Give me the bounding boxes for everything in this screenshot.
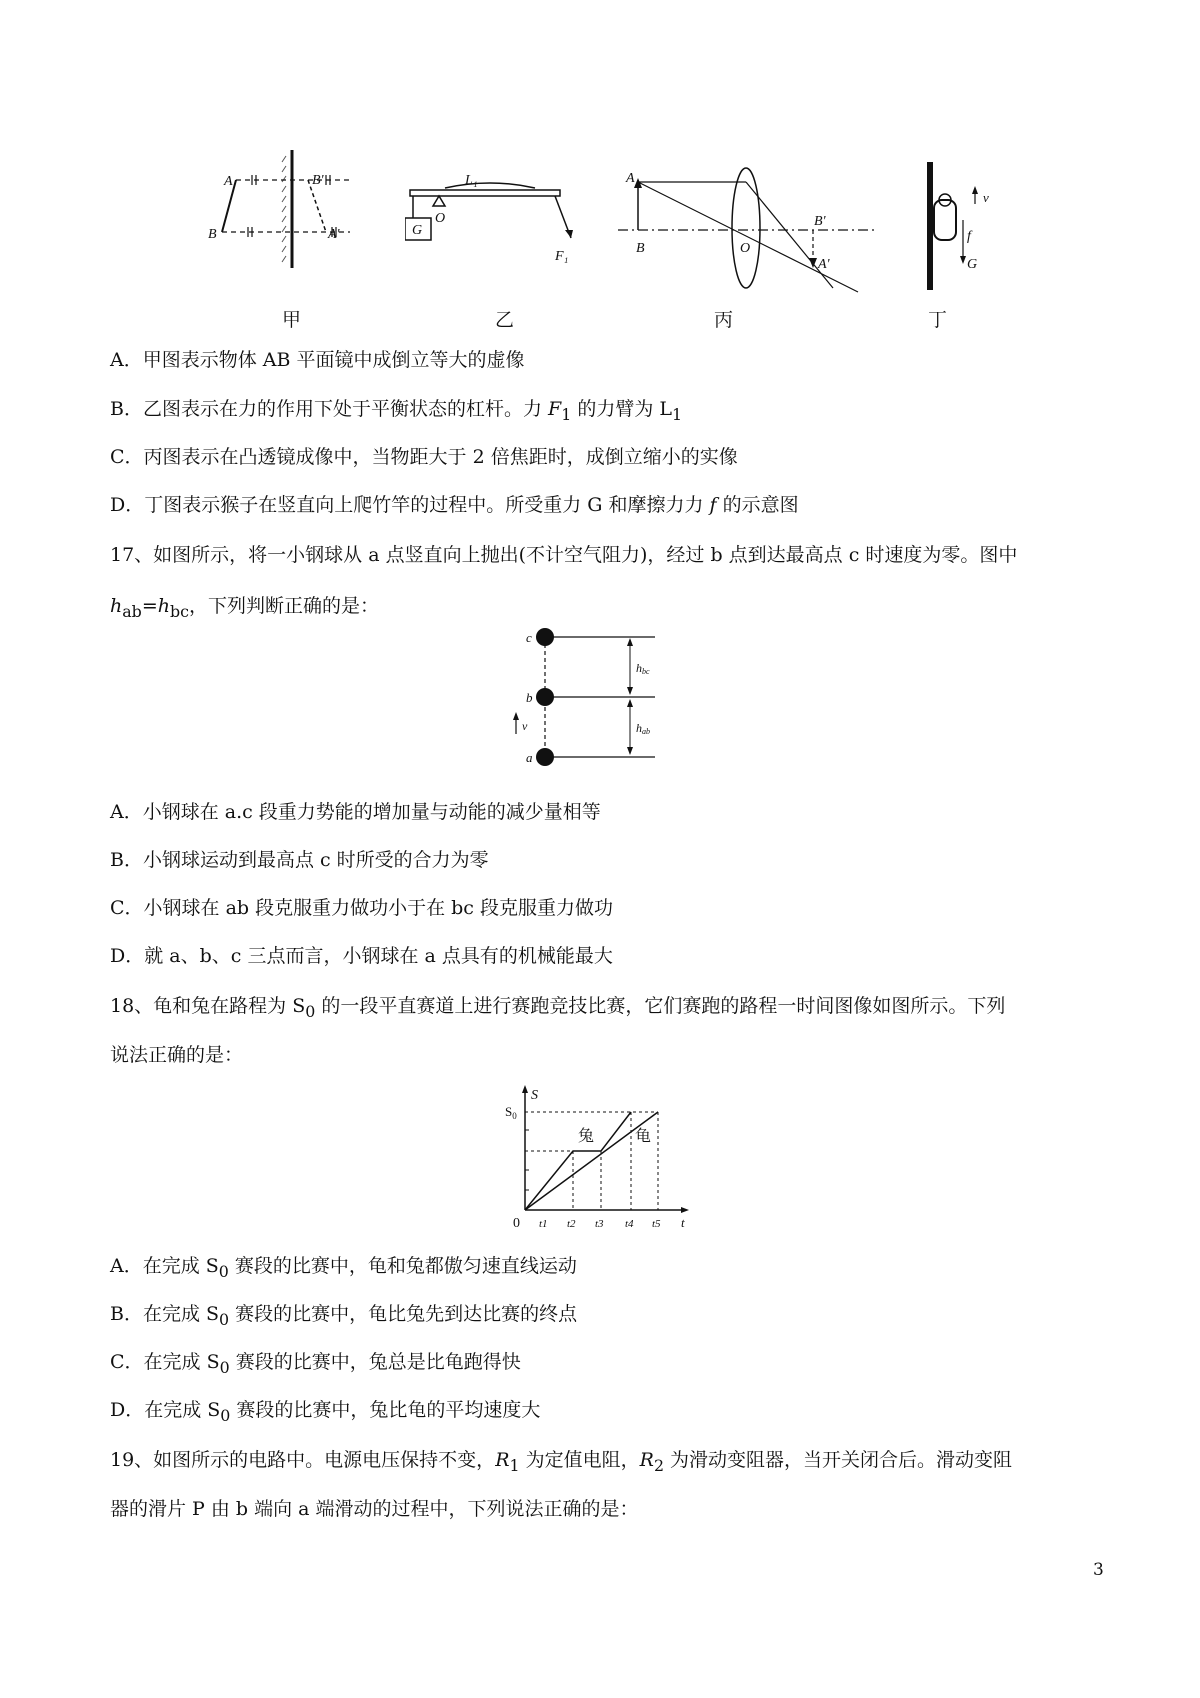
figure-ding-monkey-pole bbox=[915, 160, 1005, 295]
label-b: B bbox=[636, 241, 645, 256]
q18-option-b: B．在完成 $S_0$ 赛段的比赛中，龟比兔先到达比赛的终点 bbox=[110, 1303, 578, 1329]
label-c: c bbox=[526, 630, 532, 645]
q16-option-d: D．丁图表示猴子在竖直向上爬竹竿的过程中。所受重力 G 和摩擦力力 f 的示意图 bbox=[110, 494, 799, 516]
ball-a bbox=[536, 748, 554, 766]
q18-stem-line2: 说法正确的是： bbox=[110, 1044, 244, 1066]
tick-t1: t1 bbox=[539, 1218, 548, 1230]
tick-t2: t2 bbox=[567, 1218, 576, 1230]
q18-option-d: D．在完成 $S_0$ 赛段的比赛中，兔比龟的平均速度大 bbox=[110, 1399, 541, 1425]
figure-yi-lever bbox=[405, 170, 575, 270]
label-o: O bbox=[435, 211, 446, 226]
label-a: A bbox=[224, 174, 233, 189]
q17-option-d: D．就 a、b、c 三点而言，小钢球在 a 点具有的机械能最大 bbox=[110, 945, 613, 967]
label-tu: 兔 bbox=[578, 1128, 595, 1145]
page-number: 3 bbox=[1093, 1560, 1104, 1580]
tu-line bbox=[525, 1112, 631, 1210]
q18-stem-line1: 18、龟和兔在路程为 $S_0$ 的一段平直赛道上进行赛跑竞技比赛，它们赛跑的路程一时间图像如图所示。下列 bbox=[110, 995, 1006, 1021]
gui-line bbox=[525, 1112, 658, 1210]
caption-ding: 丁 bbox=[928, 309, 948, 331]
label-b-prime: B' bbox=[814, 214, 826, 229]
q18-option-c: C．在完成 $S_0$ 赛段的比赛中，兔总是比龟跑得快 bbox=[110, 1351, 521, 1377]
figure-bing-convex-lens bbox=[618, 160, 878, 295]
q17-stem-line1: 17、如图所示，将一小钢球从 a 点竖直向上抛出(不计空气阻力)，经过 b 点到达最高点 c 时速度为零。图中 bbox=[110, 544, 1018, 566]
label-hbc: hbc bbox=[636, 661, 650, 676]
ball-b bbox=[536, 688, 554, 706]
q17-stem-line2: $h_{ab}=h_{bc}$，下列判断正确的是： bbox=[110, 595, 380, 621]
label-b-prime: B' bbox=[312, 173, 324, 188]
q17-option-a: A．小钢球在 a.c 段重力势能的增加量与动能的减少量相等 bbox=[110, 801, 601, 823]
label-a: A bbox=[626, 171, 635, 186]
label-o: O bbox=[740, 241, 751, 256]
label-g: G bbox=[967, 257, 978, 272]
label-v: v bbox=[522, 719, 528, 733]
q17-ball-figure bbox=[510, 620, 670, 770]
label-s: S bbox=[531, 1088, 538, 1103]
label-origin: 0 bbox=[513, 1216, 520, 1231]
q18-distance-time-graph bbox=[495, 1085, 695, 1235]
q17-option-b: B．小钢球运动到最高点 c 时所受的合力为零 bbox=[110, 849, 489, 871]
label-a: a bbox=[526, 750, 533, 765]
label-f: f bbox=[967, 229, 971, 244]
tick-t3: t3 bbox=[595, 1218, 604, 1230]
q18-option-a: A．在完成 $S_0$ 赛段的比赛中，龟和兔都傲匀速直线运动 bbox=[110, 1255, 577, 1281]
q16-option-c: C．丙图表示在凸透镜成像中，当物距大于 2 倍焦距时，成倒立缩小的实像 bbox=[110, 446, 738, 468]
caption-bing: 丙 bbox=[714, 309, 734, 331]
q16-option-a: A．甲图表示物体 AB 平面镜中成倒立等大的虚像 bbox=[110, 349, 525, 371]
q19-stem-line1: 19、如图所示的电路中。电源电压保持不变，$R_1$ 为定值电阻，$R_2$ 为滑动变阻器，当开关闭合后。滑动变阻 bbox=[110, 1449, 1013, 1475]
label-f1: F₁ bbox=[555, 249, 569, 264]
caption-jia: 甲 bbox=[282, 309, 302, 331]
label-v: v bbox=[983, 190, 989, 205]
tick-t4: t4 bbox=[625, 1218, 634, 1230]
label-s0: $S_0$ bbox=[505, 1104, 517, 1121]
ball-c bbox=[536, 628, 554, 646]
label-b: B bbox=[208, 227, 217, 242]
label-t: t bbox=[681, 1215, 685, 1230]
label-a-prime: A' bbox=[328, 227, 340, 242]
figure-jia-plane-mirror bbox=[208, 150, 368, 270]
q17-option-c: C．小钢球在 ab 段克服重力做功小于在 bc 段克服重力做功 bbox=[110, 897, 613, 919]
caption-yi: 乙 bbox=[495, 309, 515, 331]
label-b: b bbox=[526, 690, 533, 705]
q19-stem-line2: 器的滑片 P 由 b 端向 a 端滑动的过程中，下列说法正确的是： bbox=[110, 1498, 639, 1520]
label-l1: L₁ bbox=[465, 173, 478, 188]
label-g: G bbox=[412, 223, 423, 238]
label-a-prime: A' bbox=[818, 257, 830, 272]
tick-t5: t5 bbox=[652, 1218, 661, 1230]
label-gui: 龟 bbox=[635, 1128, 652, 1145]
q16-option-b: B．乙图表示在力的作用下处于平衡状态的杠杆。力 $F_1$ 的力臂为 $L_1$ bbox=[110, 398, 683, 424]
label-hab: hab bbox=[636, 721, 650, 736]
